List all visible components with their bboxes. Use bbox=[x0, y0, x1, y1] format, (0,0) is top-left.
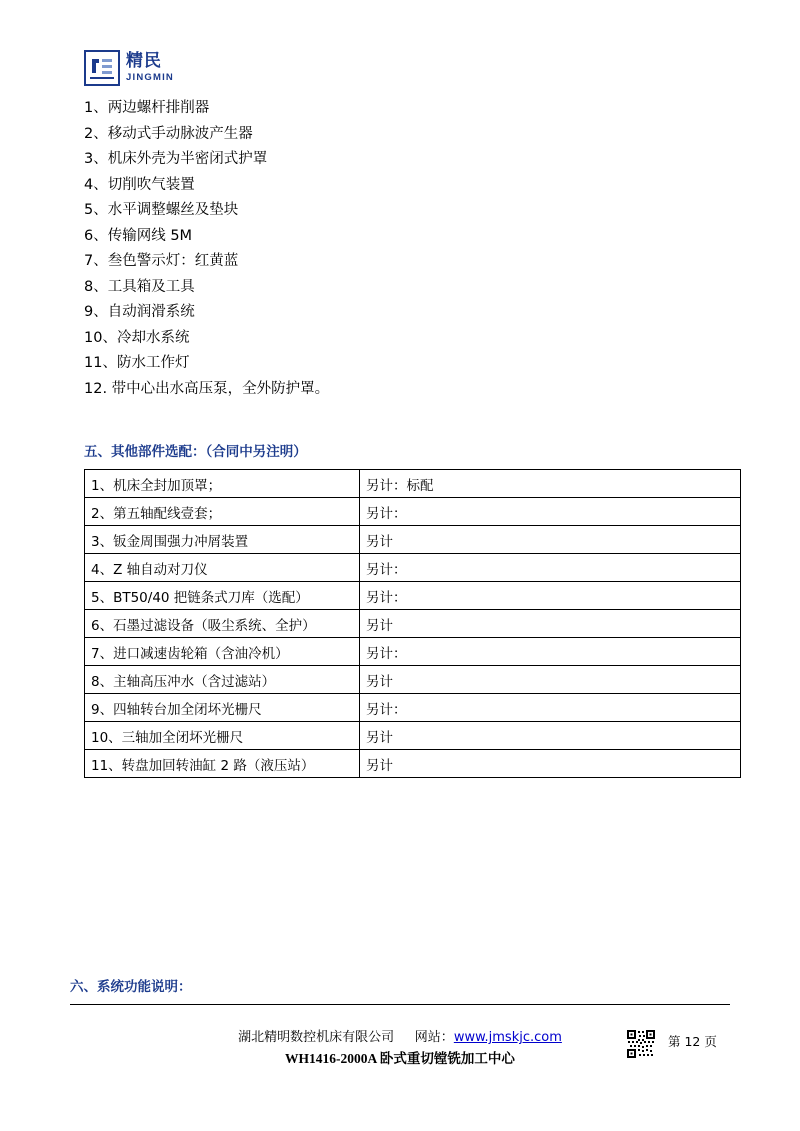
company-logo bbox=[84, 50, 174, 86]
list-item: 9、自动润滑系统 bbox=[84, 304, 195, 320]
list-item: 6、传输网线 5M bbox=[84, 227, 193, 244]
table-row bbox=[85, 582, 741, 610]
table-cell-note: 另计： bbox=[360, 694, 741, 722]
table-row bbox=[85, 694, 741, 722]
table-cell-item: 4、Z 轴自动对刀仪 bbox=[85, 554, 360, 582]
table-cell-item: 6、石墨过滤设备（吸尘系统、全护） bbox=[85, 610, 360, 638]
table-row bbox=[85, 666, 741, 694]
table-cell-note: 另计 bbox=[360, 610, 741, 638]
table-cell-item: 5、BT50/40 把链条式刀库（选配） bbox=[85, 582, 360, 610]
table-row bbox=[85, 526, 741, 554]
list-item: 12. 带中心出水高压泵，全外防护罩。 bbox=[84, 380, 330, 397]
list-item: 1、两边螺杆排削器 bbox=[84, 100, 210, 116]
footer-product-name: WH1416-2000A 卧式重切镗铣加工中心 bbox=[285, 1051, 515, 1066]
table-row bbox=[85, 610, 741, 638]
list-item: 4、切削吹气装置 bbox=[84, 176, 195, 193]
table-cell-note: 另计 bbox=[360, 722, 741, 750]
table-row bbox=[85, 722, 741, 750]
optional-parts-table bbox=[84, 469, 741, 778]
table-row bbox=[85, 554, 741, 582]
footer-company-name: 湖北精明数控机床有限公司 bbox=[238, 1030, 395, 1045]
footer-divider bbox=[70, 1004, 730, 1005]
table-cell-note: 另计：标配 bbox=[360, 470, 741, 498]
list-item: 7、叁色警示灯：红黄蓝 bbox=[84, 253, 239, 269]
table-cell-item: 10、三轴加全闭坏光栅尺 bbox=[85, 722, 360, 750]
qr-code-icon bbox=[626, 1029, 656, 1059]
list-item: 11、防水工作灯 bbox=[84, 355, 190, 371]
table-cell-note: 另计 bbox=[360, 526, 741, 554]
table-cell-note: 另计： bbox=[360, 554, 741, 582]
table-cell-item: 9、四轴转台加全闭坏光栅尺 bbox=[85, 694, 360, 722]
table-cell-item: 8、主轴高压冲水（含过滤站） bbox=[85, 666, 360, 694]
table-cell-note: 另计： bbox=[360, 582, 741, 610]
table-cell-item: 2、第五轴配线壹套； bbox=[85, 498, 360, 526]
table-cell-note: 另计： bbox=[360, 498, 741, 526]
section-five-heading: 五、其他部件选配：（合同中另注明） bbox=[84, 444, 307, 460]
table-row bbox=[85, 498, 741, 526]
footer-site-label: 网站： bbox=[414, 1030, 454, 1045]
page-number: 第 12 页 bbox=[668, 1034, 717, 1049]
document-content bbox=[84, 96, 716, 778]
table-row bbox=[85, 750, 741, 778]
list-item: 10、冷却水系统 bbox=[84, 329, 190, 346]
logo-mark-icon bbox=[84, 50, 120, 86]
table-cell-note: 另计 bbox=[360, 666, 741, 694]
table-row bbox=[85, 470, 741, 498]
logo-english-name: JINGMIN bbox=[126, 72, 174, 84]
table-cell-item: 7、进口减速齿轮箱（含油冷机） bbox=[85, 638, 360, 666]
logo-text bbox=[126, 53, 174, 83]
list-item: 5、水平调整螺丝及垫块 bbox=[84, 202, 239, 218]
table-cell-item: 1、机床全封加顶罩； bbox=[85, 470, 360, 498]
list-item: 8、工具箱及工具 bbox=[84, 278, 195, 295]
footer-website-link[interactable]: www.jmskjc.com bbox=[453, 1030, 562, 1045]
list-item: 3、机床外壳为半密闭式护罩 bbox=[84, 151, 268, 167]
table-cell-item: 3、钣金周围强力冲屑装置 bbox=[85, 526, 360, 554]
table-cell-note: 另计 bbox=[360, 750, 741, 778]
table-cell-item: 11、转盘加回转油缸 2 路（液压站） bbox=[85, 750, 360, 778]
table-cell-note: 另计： bbox=[360, 638, 741, 666]
section-six-heading: 六、系统功能说明： bbox=[70, 979, 192, 995]
logo-chinese-name: 精民 bbox=[126, 51, 162, 72]
list-item: 2、移动式手动脉波产生器 bbox=[84, 125, 253, 142]
table-row bbox=[85, 638, 741, 666]
